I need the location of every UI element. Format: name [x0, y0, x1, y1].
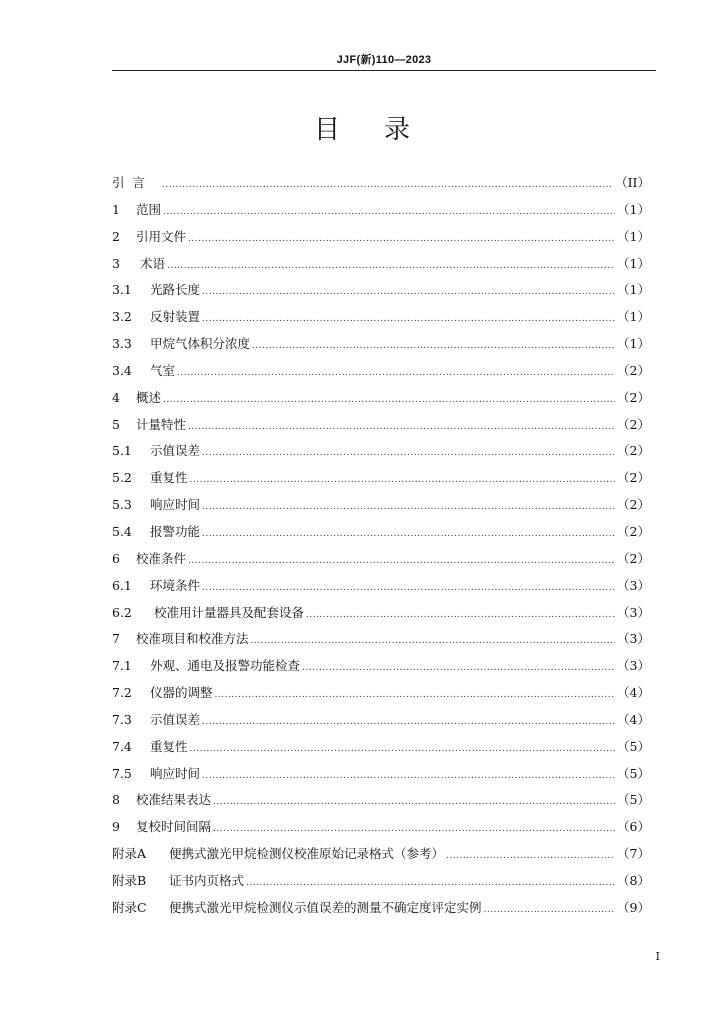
leader-dots — [202, 279, 615, 306]
leader-dots — [163, 387, 615, 414]
toc-page: （2） — [617, 550, 650, 566]
leader-dots — [202, 763, 615, 790]
toc-label: 光路长度 — [150, 282, 201, 298]
toc-number: 7.1 — [112, 658, 132, 674]
leader-dots — [215, 682, 616, 709]
toc-page: （6） — [617, 819, 650, 835]
toc-number: 附录B — [112, 872, 147, 888]
toc-page: （2） — [617, 523, 650, 539]
leader-dots — [302, 655, 615, 682]
toc-entry — [112, 197, 650, 224]
leader-dots — [163, 199, 615, 226]
toc-label: 范围 — [136, 201, 162, 217]
toc-label: 响应时间 — [150, 765, 201, 781]
toc-page: （5） — [617, 765, 650, 781]
toc-number: 8 — [112, 792, 120, 808]
toc-label: 报警功能 — [150, 523, 201, 539]
toc-label: 重复性 — [150, 470, 188, 486]
toc-page: （3） — [617, 577, 650, 593]
toc-label: 概述 — [136, 389, 162, 405]
leader-dots — [202, 306, 615, 333]
toc-number: 7.5 — [112, 765, 132, 781]
toc-number: 引 言 — [112, 175, 145, 190]
toc-page: （4） — [617, 711, 650, 727]
toc-number: 7.2 — [112, 685, 132, 701]
toc-page: （2） — [617, 443, 650, 459]
toc-entry — [112, 519, 650, 546]
toc-number: 5 — [112, 416, 120, 432]
toc-entry — [112, 224, 650, 251]
toc-number: 1 — [112, 201, 120, 217]
toc-number: 3.4 — [112, 362, 132, 378]
toc-label: 仪器的调整 — [150, 685, 213, 701]
toc-label: 反射装置 — [150, 309, 201, 325]
toc-page: （2） — [617, 497, 650, 513]
toc-number: 6.2 — [112, 604, 132, 620]
toc-entry — [112, 626, 650, 653]
toc-page: （8） — [617, 872, 650, 888]
toc-label: 复校时间间隔 — [136, 819, 212, 835]
toc-entry — [112, 895, 650, 922]
toc-entry — [112, 546, 650, 573]
toc-number: 附录C — [112, 899, 147, 915]
toc-page: （3） — [617, 631, 650, 647]
toc-page: （II） — [615, 175, 650, 190]
toc-label: 便携式激光甲烷检测仪校准原始记录格式（参考） — [169, 846, 445, 862]
leader-dots — [252, 333, 615, 360]
leader-dots — [202, 575, 615, 602]
toc-entry — [112, 438, 650, 465]
toc-label: 环境条件 — [150, 577, 201, 593]
toc-page: （1） — [617, 228, 650, 244]
toc-entry — [112, 465, 650, 492]
toc-page: （2） — [617, 362, 650, 378]
toc-number: 6 — [112, 550, 120, 566]
leader-dots — [306, 602, 615, 629]
toc-entry — [112, 814, 650, 841]
leader-dots — [177, 360, 615, 387]
toc-number: 7.3 — [112, 711, 132, 727]
leader-dots — [202, 494, 615, 521]
toc-number: 附录A — [112, 846, 147, 862]
toc-page: （2） — [617, 389, 650, 405]
toc-page: （3） — [617, 604, 650, 620]
toc-entry — [112, 868, 650, 895]
toc-page: （9） — [617, 899, 650, 915]
toc-entry — [112, 251, 650, 278]
toc-entry — [112, 277, 650, 304]
toc-entry — [112, 787, 650, 814]
toc-number: 5.3 — [112, 497, 132, 513]
leader-dots — [188, 414, 615, 441]
page-title: 目录 — [313, 115, 454, 145]
toc-label: 示值误差 — [150, 443, 201, 459]
leader-dots — [188, 548, 615, 575]
toc-number: 4 — [112, 389, 120, 405]
toc-page: （1） — [617, 201, 650, 217]
toc-label: 校准结果表达 — [136, 792, 212, 808]
toc-label: 引用文件 — [136, 228, 187, 244]
toc-label: 气室 — [150, 362, 176, 378]
leader-dots — [246, 870, 615, 897]
leader-dots — [190, 467, 616, 494]
toc-label: 计量特性 — [136, 416, 187, 432]
toc-number: 7 — [112, 631, 120, 647]
toc-page: （5） — [617, 738, 650, 754]
toc-label: 校准用计量器具及配套设备 — [150, 604, 304, 620]
toc-label: 重复性 — [150, 738, 188, 754]
leader-dots — [167, 253, 615, 280]
toc-page: （2） — [617, 470, 650, 486]
toc-label: 术语 — [136, 255, 165, 271]
toc-entry — [112, 385, 650, 412]
toc-entry — [112, 412, 650, 439]
toc-label: 示值误差 — [150, 711, 201, 727]
toc-page: （1） — [617, 282, 650, 298]
toc-entry — [112, 680, 650, 707]
toc-number: 3 — [112, 255, 120, 271]
toc-entry — [112, 170, 650, 197]
toc-number: 3.3 — [112, 336, 132, 352]
leader-dots — [190, 736, 616, 763]
toc-label: 校准条件 — [136, 550, 187, 566]
toc-entry — [112, 761, 650, 788]
toc-entry — [112, 358, 650, 385]
toc-label: 外观、通电及报警功能检查 — [150, 658, 301, 674]
toc-entry — [112, 573, 650, 600]
toc-entry — [112, 331, 650, 358]
toc-number: 5.2 — [112, 470, 132, 486]
toc-label: 响应时间 — [150, 497, 201, 513]
leader-dots — [202, 709, 615, 736]
leader-dots — [484, 897, 616, 924]
toc-page: （1） — [617, 336, 650, 352]
table-of-contents — [112, 170, 650, 922]
toc-number: 9 — [112, 819, 120, 835]
leader-dots — [213, 789, 615, 816]
toc-label: 校准项目和校准方法 — [136, 631, 249, 647]
toc-entry — [112, 600, 650, 627]
toc-number: 7.4 — [112, 738, 132, 754]
toc-number: 6.1 — [112, 577, 132, 593]
toc-entry — [112, 707, 650, 734]
page-number: I — [655, 950, 660, 963]
toc-number: 5.4 — [112, 523, 132, 539]
toc-number: 3.2 — [112, 309, 132, 325]
leader-dots — [202, 521, 615, 548]
toc-page: （2） — [617, 416, 650, 432]
toc-label: 甲烷气体积分浓度 — [150, 336, 251, 352]
toc-number: 5.1 — [112, 443, 132, 459]
toc-entry — [112, 304, 650, 331]
toc-page: （1） — [617, 309, 650, 325]
leader-dots — [251, 628, 616, 655]
toc-entry — [112, 492, 650, 519]
leader-dots — [446, 843, 615, 870]
toc-page: （3） — [617, 658, 650, 674]
toc-entry — [112, 653, 650, 680]
running-header: JJF(新)110—2023 — [112, 50, 656, 71]
toc-entry — [112, 734, 650, 761]
leader-dots — [202, 440, 615, 467]
leader-dots — [162, 172, 613, 199]
toc-label: 证书内页格式 — [169, 872, 245, 888]
leader-dots — [188, 226, 615, 253]
toc-page: （4） — [617, 685, 650, 701]
toc-label: 便携式激光甲烷检测仪示值误差的测量不确定度评定实例 — [169, 899, 482, 915]
toc-page: （7） — [617, 846, 650, 862]
toc-number: 2 — [112, 228, 120, 244]
leader-dots — [213, 816, 615, 843]
toc-number: 3.1 — [112, 282, 132, 298]
toc-entry — [112, 841, 650, 868]
toc-page: （5） — [617, 792, 650, 808]
toc-page: （1） — [617, 255, 650, 271]
